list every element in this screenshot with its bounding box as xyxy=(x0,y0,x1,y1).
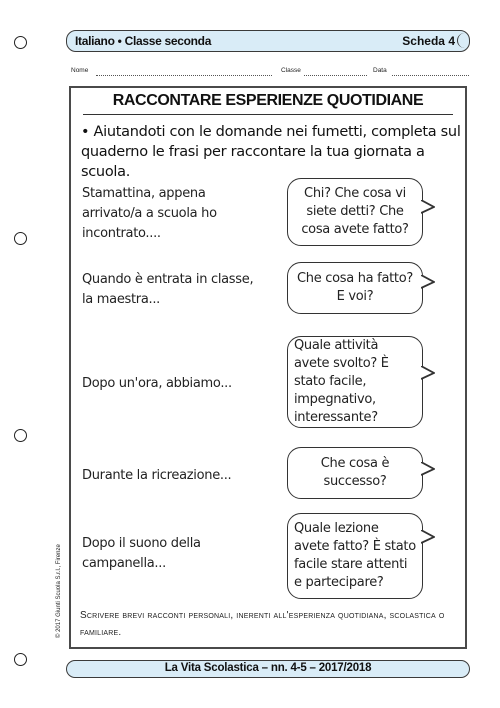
question-bubble-4: Che cosa è successo? xyxy=(287,447,423,499)
sentence-starter-4: Durante la ricreazione... xyxy=(82,468,232,483)
bubble-tail-5 xyxy=(421,530,435,544)
class-field-label: Classe xyxy=(281,67,301,74)
date-field-line[interactable] xyxy=(392,75,469,76)
header-bar xyxy=(66,30,470,52)
question-bubble-3: Quale attività avete svolto? È stato facile, impegnativo, interessante? xyxy=(287,336,423,428)
question-bubble-5: Quale lezione avete fatto? È stato facile stare attenti e partecipare? xyxy=(287,513,423,599)
binder-hole-upper-middle xyxy=(14,232,27,245)
sheet-label: Scheda 4 xyxy=(402,34,455,48)
question-bubble-2: Che cosa ha fatto? E voi? xyxy=(287,262,423,314)
instruction-text: • Aiutandoti con le domande nei fumetti, completa sul quaderno le frasi per raccontare la tua giornata a scuola. xyxy=(81,124,461,180)
binder-hole-top xyxy=(14,36,27,49)
question-bubble-1: Chi? Che cosa vi siete detti? Che cosa avete fatto? xyxy=(287,178,423,246)
sentence-starter-5: Dopo il suono della campanella... xyxy=(82,536,201,571)
sentence-starter-2: Quando è entrata in classe, la maestra... xyxy=(82,272,254,307)
sentence-starter-1: Stamattina, appena arrivato/a a scuola ho incontrato.... xyxy=(82,186,217,241)
name-field-label: Nome xyxy=(71,67,89,74)
bubble-tail-4 xyxy=(421,462,435,476)
copyright-notice: © 2017 Giunti Scuola S.r.l., Firenze xyxy=(56,544,62,638)
footer-bar: La Vita Scolastica – nn. 4-5 – 2017/2018 xyxy=(66,660,470,678)
sentence-starter-3: Dopo un'ora, abbiamo... xyxy=(82,376,232,391)
header-divider xyxy=(457,33,474,48)
name-field-line[interactable] xyxy=(96,75,272,76)
binder-hole-lower-middle xyxy=(14,429,27,442)
bubble-tail-3 xyxy=(421,366,435,380)
date-field-label: Data xyxy=(373,67,387,74)
learning-objective: Scrivere brevi racconti personali, inerenti all'esperienza quotidiana, scolastica o familiare. xyxy=(80,610,445,638)
bubble-tail-1 xyxy=(421,200,435,214)
class-field-line[interactable] xyxy=(304,75,367,76)
subject-label: Italiano • Classe seconda xyxy=(75,34,212,48)
bubble-tail-2 xyxy=(421,275,435,289)
worksheet-title: RACCONTARE ESPERIENZE QUOTIDIANE xyxy=(112,92,424,109)
binder-hole-bottom xyxy=(14,653,27,666)
title-underline xyxy=(83,114,453,115)
